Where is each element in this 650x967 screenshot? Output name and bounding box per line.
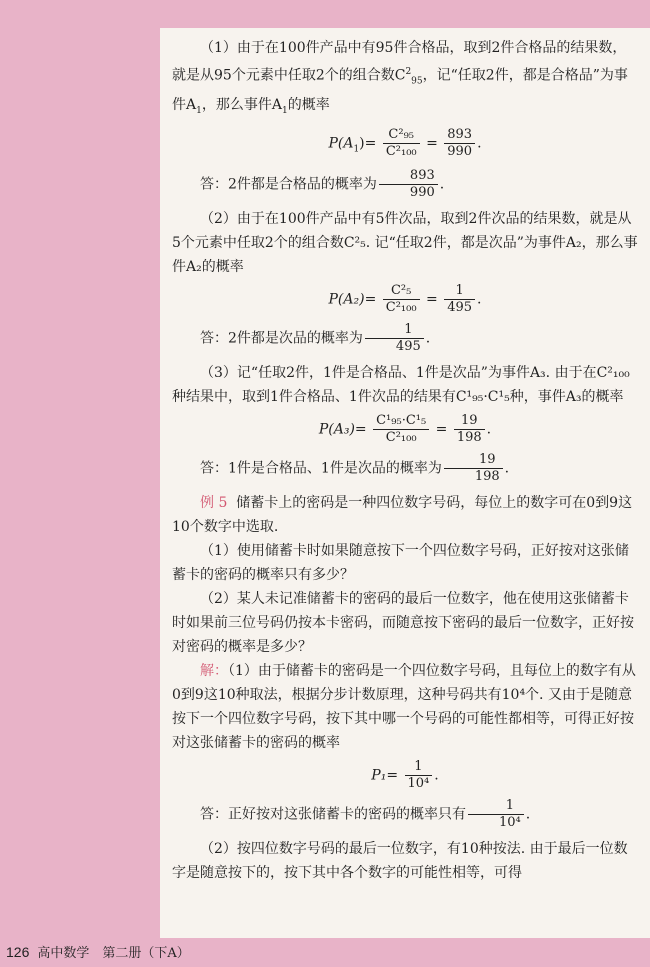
answer-2: 答：2件都是次品的概率为 $\frac{1}{495}$ . [200,321,431,354]
question-1: （1）使用储蓄卡时如果随意按下一个四位数字号码，正好按对这张储蓄卡的密码的概率只有多少？ [172,542,629,583]
page-number: 126 [6,944,30,960]
fraction: $\frac{1}{495}$ [365,322,424,355]
left-margin-band [0,28,160,938]
fraction: $\frac{1}{\text{10⁴}}$ [405,759,433,792]
answer-1: 答：2件都是合格品的概率为 $\frac{893}{990}$ . [200,167,445,200]
paragraph-3: （3）记“任取2件，1件是合格品、1件是次品”为事件A₃. 由于在C²₁₀₀种结果中，取到1件合格品、1件次品的结果有C¹₉₅·C¹₅种，事件A₃的概率 [172,364,630,405]
book-title: 高中数学 第二册（下A） [37,946,190,961]
page-text [172,36,638,885]
formula-1: $P(A_1)=$ $\frac{\text{C²₉₅}}{\text{C²₁₀₀}}$ = $\frac{893}{990}$ . [328,127,482,160]
question-2: （2）某人未记准储蓄卡的密码的最后一位数字，他在使用这张储蓄卡时如果前三位号码仍按本卡密码，而随意按下密码的最后一位数字，正好按对密码的概率是多少？ [172,590,634,655]
fraction: $\frac{\text{C¹₉₅·C¹₅}}{\text{C²₁₀₀}}$ [373,413,429,446]
top-margin-band [0,0,650,28]
answer-3: 答：1件是合格品、1件是次品的概率为 $\frac{19}{198}$ . [200,451,510,484]
paragraph-5: （2）按四位数字号码的最后一位数字，有10种按法. 由于最后一位数字是随意按下的，按下其中各个数字的可能性相等，可得 [172,840,628,881]
fraction: $\frac{1}{\text{10⁴}}$ [468,798,524,831]
fraction: $\frac{893}{990}$ [379,168,438,201]
fraction: $\frac{1}{495}$ [444,283,475,316]
fraction: $\frac{\text{C²₅}}{\text{C²₁₀₀}}$ [383,283,420,316]
example-label: 例 5 [200,494,228,511]
solution-label: 解： [200,662,228,679]
solution: 解：（1）由于储蓄卡的密码是一个四位数字号码，且每位上的数字有从0到9这10种取法，根据分步计数原理，这种号码共有10⁴个. 又由于是随意按下一个四位数字号码，按下其中哪一个号码的可能性都相等，可得正好按对这张储蓄卡的密码的概率 [172,662,636,751]
fraction: $\frac{\text{C²₉₅}}{\text{C²₁₀₀}}$ [383,127,420,160]
fraction: $\frac{19}{198}$ [444,452,503,485]
formula-3: P(A₃)= $\frac{\text{C¹₉₅·C¹₅}}{\text{C²₁₀₀}}$ = $\frac{19}{198}$ . [318,412,492,445]
answer-4: 答：正好按对这张储蓄卡的密码的概率只有 $\frac{1}{\text{10⁴}}$ . [200,797,531,830]
formula-4: P₁= $\frac{1}{\text{10⁴}}$ . [371,758,439,791]
paragraph-2: （2）由于在100件产品中有5件次品，取到2件次品的结果数，就是从5个元素中任取2个的组合数C²₅. 记“任取2件，都是次品”为事件A₂，那么事件A₂的概率 [172,210,638,275]
formula-2: P(A₂)= $\frac{\text{C²₅}}{\text{C²₁₀₀}}$ = $\frac{1}{495}$ . [328,282,482,315]
paragraph-1: （1）由于在100件产品中有95件合格品，取到2件合格品的结果数，就是从95个元素中任取2个的组合数$C^2_{95}$，记“任取2件，都是合格品”为事件$A_1$，那么事件$A_1$的概率 [172,40,628,117]
fraction: $\frac{19}{198}$ [454,413,485,446]
page-body [160,28,650,938]
example-5: 例 5 储蓄卡上的密码是一种四位数字号码，每位上的数字可在0到9这10个数字中选取. [172,494,633,535]
page-footer [6,942,190,961]
fraction: $\frac{893}{990}$ [444,127,475,160]
